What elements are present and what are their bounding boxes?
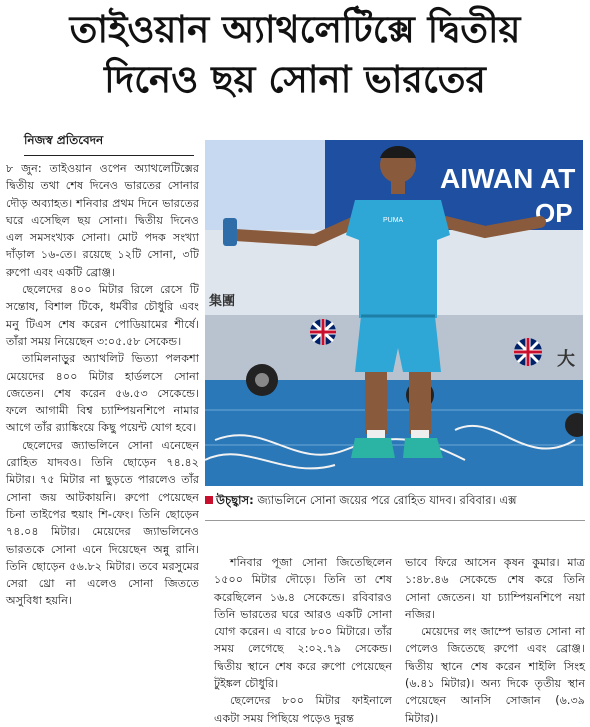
paragraph: মেয়েদের লং জাম্পে ভারত সোনা না পেলেও জিতেছে রুপো এবং ব্রোঞ্জ। দ্বিতীয় স্থানে শেষ করেন শাইলি সিংহ (৬.৪১ মিটার)। অন্য দিকে তৃতীয় স্থান পেয়েছেন আনসি সোজান (৬.৩৯ মিটার)। bbox=[405, 625, 585, 725]
paragraph: ছেলেদের জ্যাভলিনে সোনা এনেছেন রোহিত যাদবও। তিনি ছোড়েন ৭৪.৪২ মিটার। ৭৫ মিটার না ছুড়তে পারলেও তাঁর সোনা জয় আটকায়নি। রুপো পেয়েছেন চিনা তাইপের হুয়াং শি-ফেং। তিনি ছোড়েন ৭৪.০৪ মিটার। মেয়েদের জ্যাভলিনেও ভারতকে সোনা এনে দিয়েছেন অন্নু রানি। তিনি ছোড়েন ৫৬.৮২ মিটার। তবে মরসুমের সেরা থ্রো না এলেও সোনা জিততে অসুবিধা হয়নি। bbox=[6, 438, 199, 608]
headline-line-1: তাইওয়ান অ্যাথলেটিক্সে দ্বিতীয় bbox=[69, 7, 521, 51]
banner-text: OP bbox=[535, 198, 573, 228]
paragraph: ছেলেদের ৮০০ মিটার ফাইনালে একটা সময় পিছিয়ে পড়েও দুরন্ত bbox=[214, 694, 392, 725]
banner-text: AIWAN AT bbox=[440, 163, 576, 194]
article-column-2 bbox=[214, 554, 392, 727]
photo-caption bbox=[205, 492, 585, 508]
caption-marker-icon bbox=[205, 496, 213, 504]
flag-icon bbox=[310, 319, 336, 345]
news-photo bbox=[205, 140, 583, 486]
headline-line-2: দিনেও ছয় সোনা ভারতের bbox=[104, 57, 486, 101]
sign-text: 大 bbox=[557, 349, 575, 370]
divider bbox=[205, 520, 585, 521]
paragraph: ভাবে ফিরে আসেন কৃষন কুমার। মাত্র ১:৪৮.৪৬ সেকেন্ডে শেষ করে তিনি সোনা জেতেন। যা চ্যাম্পিয়নশিপে নয়া নজির। bbox=[405, 556, 585, 621]
caption-text: জ্যাভলিনে সোনা জয়ের পরে রোহিত যাদব। রবিবার। এক্স bbox=[257, 493, 517, 507]
paragraph: তামিলনাড়ুর অ্যাথলিট ভিত্যা পলকশা মেয়েদের ৪০০ মিটার হার্ডলসে সোনা জেতেন। শেষ করেন ৫৬.৫৩ সেকেন্ডে। ফলে আগামী বিশ্ব চ্যাম্পিয়নশিপে নামার আগে তাঁর র‍্যাঙ্কিংয়ে কিছু পয়েন্ট যোগ হবে। bbox=[6, 352, 199, 435]
headline bbox=[0, 4, 590, 104]
shoe-icon bbox=[403, 438, 443, 458]
byline: নিজস্ব প্রতিবেদন bbox=[24, 132, 194, 156]
paragraph: ছেলেদের ৪০০ মিটার রিলে রেসে টি সন্তোষ, বিশাল টিকে, ধর্মবীর চৌধুরি এবং মনু টিএস শেষ করেন পোডিয়ামের শীর্ষে। তাঁরা সময় নিয়েছেন ৩:০৫.৫৮ সেকেন্ড। bbox=[6, 283, 199, 348]
caption-lead: উচ্ছ্বাস: bbox=[216, 493, 254, 507]
bottle-icon bbox=[223, 218, 237, 246]
shoe-icon bbox=[351, 438, 395, 458]
article-column-1 bbox=[6, 160, 199, 610]
athlete-illustration bbox=[205, 140, 583, 486]
flag-icon bbox=[514, 338, 542, 366]
cable-reel-icon bbox=[246, 364, 278, 396]
shirt-logo: PUMA bbox=[383, 217, 404, 224]
sign-text: 集團 bbox=[209, 294, 236, 309]
article-column-3 bbox=[405, 554, 585, 727]
paragraph: ৮ জুন: তাইওয়ান ওপেন অ্যাথলেটিক্সের দ্বিতীয় তথা শেষ দিনেও ভারতের সোনার দৌড় অব্যাহত। শনিবার প্রথম দিনে ভারতের ঘরে এসেছিল ছয় সোনা। দ্বিতীয় দিনেও এল সমসংখ্যক সোনা। মোট পদক সংখ্যা দাঁড়াল ১৬-তে। রয়েছে ১২টি সোনা, ৩টি রুপো এবং একটি ব্রোঞ্জ। bbox=[6, 162, 199, 279]
paragraph: শনিবার পূজা সোনা জিতেছিলেন ১৫০০ মিটার দৌড়ে। তিনি তা শেষ করেছিলেন ১৬.৪ সেকেন্ডে। রবিবারও তিনি ভারতের ঘরে আরও একটি সোনা যোগ করেন। এ বারে ৮০০ মিটারে। তাঁর সময় লেগেছে ২:০২.৭৯ সেকেন্ড। দ্বিতীয় স্থানে শেষ করে রুপো পেয়েছেন টুইঙ্কল চৌধুরি। bbox=[214, 556, 392, 691]
